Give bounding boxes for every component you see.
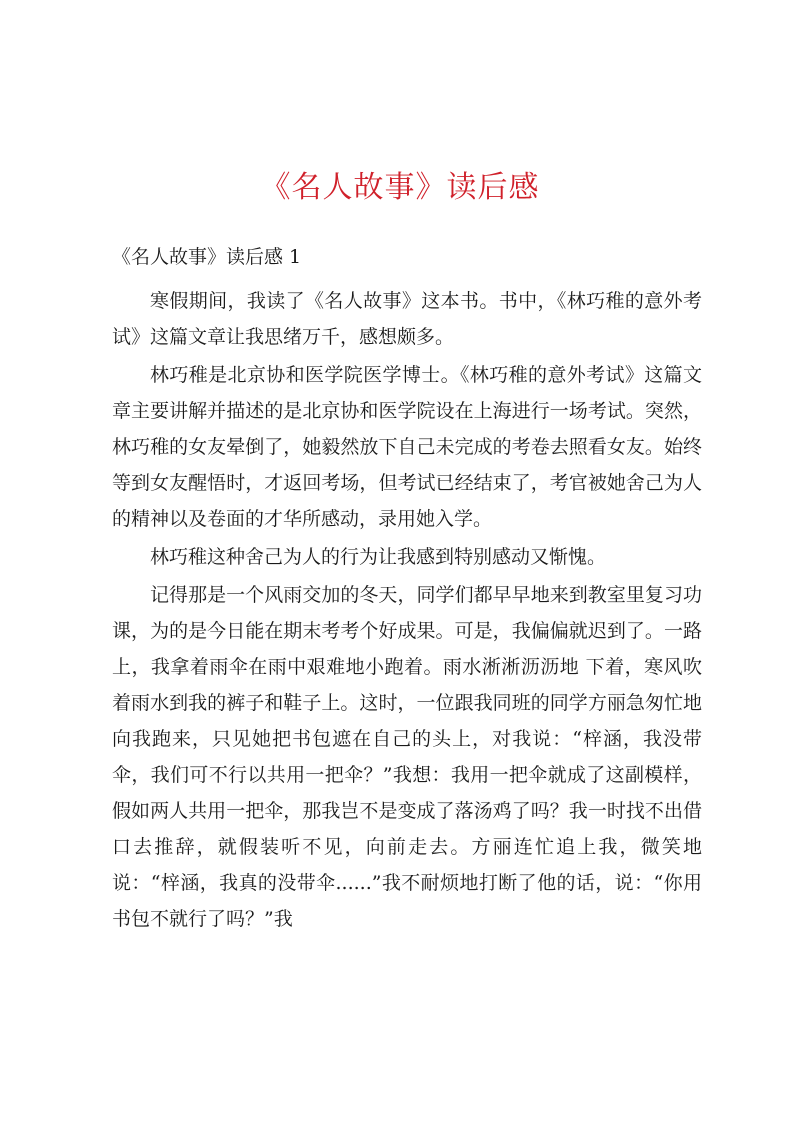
document-body	[112, 283, 702, 937]
paragraph-3: 林巧稚这种舍己为人的行为让我感到特别感动又惭愧。	[150, 546, 607, 568]
section-heading: 《名人故事》读后感 1	[112, 246, 302, 268]
paragraph-4: 记得那是一个风雨交加的冬天，同学们都早早地来到教室里复习功课，为的是今日能在期末考考个好成果。可是，我偏偏就迟到了。一路上，我拿着雨伞在雨中艰难地小跑着。雨水淅淅沥沥地 下着，寒风吹着雨水到我的裤子和鞋子上。这时，一位跟我同班的同学方丽急匆忙地向我跑来，只见她把书包遮在自己的头上，对我说：“梓涵，我没带伞，我们可不行以共用一把伞？”我想：我用一把伞就成了这副模样，假如两人共用一把伞，那我岂不是变成了落汤鸡了吗？我一时找不出借口去推辞，就假装听不见，向前走去。方丽连忙追上我，微笑地说：“梓涵，我真的没带伞......”我不耐烦地打断了他的话，说：“你用书包不就行了吗？”我	[112, 584, 702, 930]
document-title: 《名人故事》读后感	[260, 170, 540, 205]
paragraph-1: 寒假期间，我读了《名人故事》这本书。书中，《林巧稚的意外考试》这篇文章让我思绪万千，感想颇多。	[112, 290, 702, 348]
paragraph-2: 林巧稚是北京协和医学院医学博士。《林巧稚的意外考试》这篇文章主要讲解并描述的是北京协和医学院设在上海进行一场考试。突然，林巧稚的女友晕倒了，她毅然放下自己未完成的考卷去照看女友。始终等到女友醒悟时，才返回考场，但考试已经结束了，考官被她舍己为人的精神以及卷面的才华所感动，录用她入学。	[112, 364, 702, 530]
